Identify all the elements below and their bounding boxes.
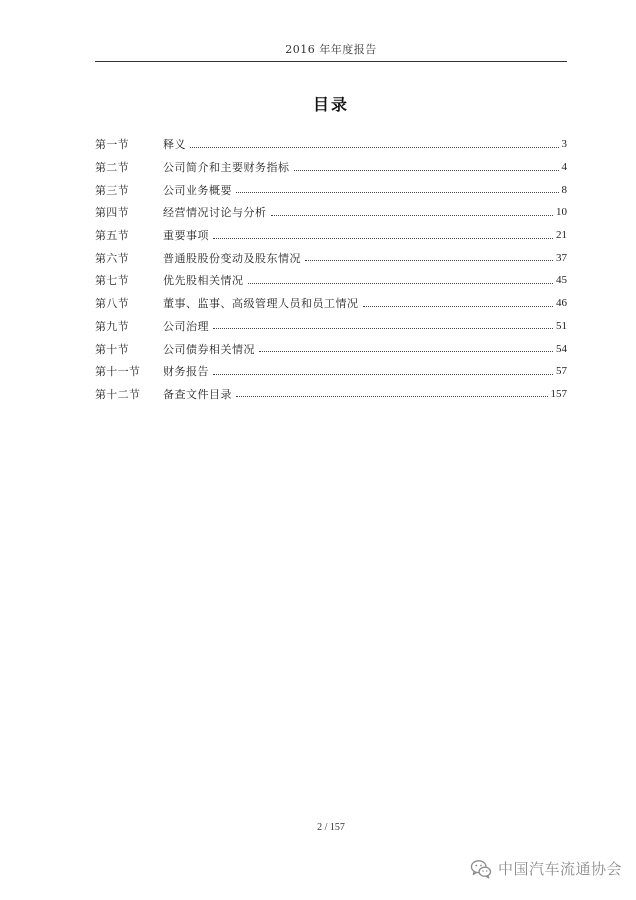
toc-section-number: 第四节 [95,206,129,220]
toc-page-number: 21 [556,229,567,242]
toc-page-number: 54 [556,342,567,355]
toc-page-number: 37 [556,251,567,264]
toc-section-name: 公司业务概要 [163,183,232,197]
toc-dot-leader [294,170,559,171]
toc-section-name: 公司债券相关情况 [163,342,255,356]
toc-page-number: 46 [556,297,567,310]
toc-section-number: 第五节 [95,229,129,243]
toc-section-name: 备查文件目录 [163,387,232,401]
toc-dot-leader [271,215,554,216]
page-indicator: 2 / 157 [317,822,345,833]
toc-entry[interactable] [95,156,567,179]
toc-section-number: 第一节 [95,138,129,152]
toc-dot-leader [213,328,553,329]
toc-section-number: 第七节 [95,274,129,288]
toc-page-number: 45 [556,274,567,287]
toc-section-name: 财务报告 [163,365,209,379]
toc-title: 目录 [312,95,349,114]
toc-dot-leader [259,351,553,352]
header-rule [95,61,567,62]
toc-section-number: 第二节 [95,161,129,175]
toc-dot-leader [236,396,548,397]
toc-page-number: 157 [550,387,567,400]
toc-section-name: 优先股相关情况 [163,274,244,288]
toc-dot-leader [190,147,559,148]
toc-section-name: 经营情况讨论与分析 [163,206,267,220]
toc-entry[interactable] [95,224,567,247]
watermark [470,858,622,879]
toc-section-number: 第十一节 [95,365,141,379]
toc-section-name: 重要事项 [163,229,209,243]
toc-dot-leader [213,238,553,239]
toc-entry[interactable] [95,337,567,360]
toc-section-number: 第六节 [95,251,129,265]
toc-section-name: 释义 [163,138,186,152]
toc-section-name: 公司治理 [163,319,209,333]
toc-page-number: 4 [561,161,567,174]
wechat-icon [470,859,492,879]
toc-section-name: 普通股股份变动及股东情况 [163,251,301,265]
toc-dot-leader [213,374,553,375]
toc-entry[interactable] [95,292,567,315]
toc-entry[interactable] [95,133,567,156]
toc-list [95,133,567,405]
toc-section-name: 公司简介和主要财务指标 [163,161,290,175]
toc-page-number: 10 [556,206,567,219]
toc-entry[interactable] [95,269,567,292]
toc-page-number: 3 [561,138,567,151]
toc-section-number: 第八节 [95,297,129,311]
watermark-text: 中国汽车流通协会 [497,860,622,878]
toc-page-number: 51 [556,319,567,332]
toc-entry[interactable] [95,315,567,338]
toc-page-number: 57 [556,365,567,378]
toc-section-name: 董事、监事、高级管理人员和员工情况 [163,297,359,311]
toc-dot-leader [248,283,554,284]
toc-entry[interactable] [95,360,567,383]
toc-page-number: 8 [561,183,567,196]
toc-dot-leader [305,260,553,261]
toc-dot-leader [236,192,559,193]
running-header: 2016 年年度报告 [285,43,377,56]
toc-dot-leader [363,306,554,307]
toc-entry[interactable] [95,246,567,269]
toc-entry[interactable] [95,383,567,406]
toc-entry[interactable] [95,201,567,224]
toc-entry[interactable] [95,178,567,201]
toc-section-number: 第十二节 [95,387,141,401]
toc-section-number: 第九节 [95,319,129,333]
toc-section-number: 第十节 [95,342,129,356]
toc-section-number: 第三节 [95,183,129,197]
